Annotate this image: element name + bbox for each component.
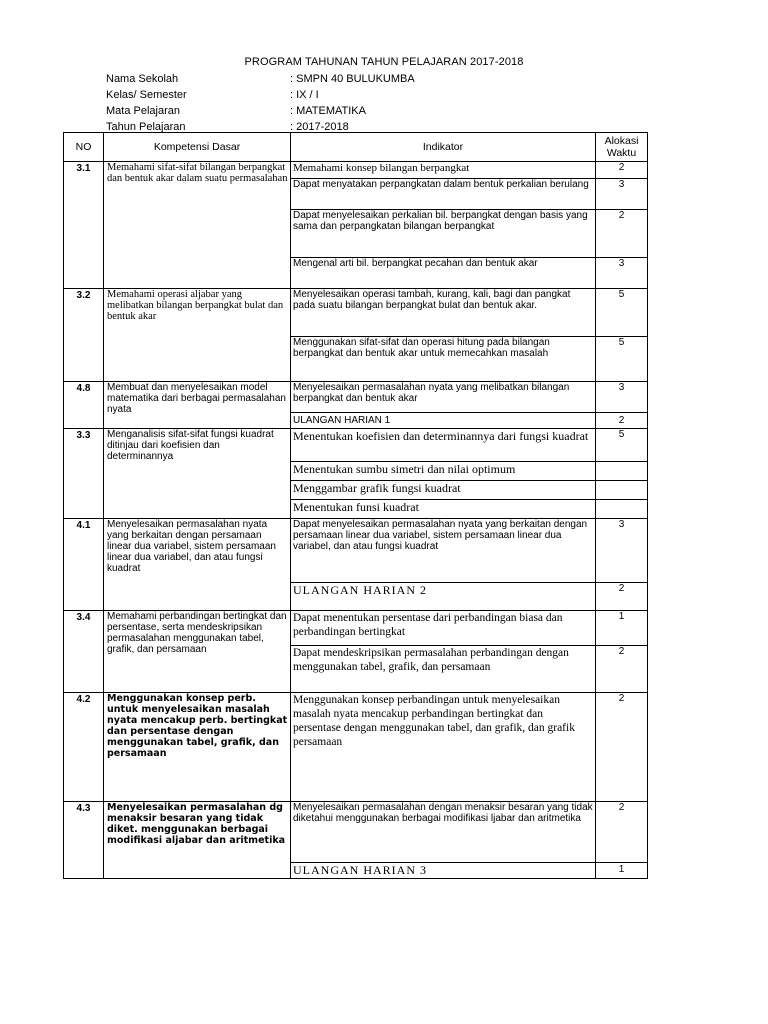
info-label: Tahun Pelajaran <box>106 121 186 133</box>
alokasi-waktu: 5 <box>596 289 648 337</box>
kd-number: 3.4 <box>64 611 104 693</box>
school-info <box>106 71 415 135</box>
table-row <box>64 382 648 413</box>
alokasi-waktu: 2 <box>596 646 648 693</box>
info-value: : SMPN 40 BULUKUMBA <box>290 73 415 85</box>
kd-number: 3.1 <box>64 162 104 289</box>
indikator-text: Menggunakan sifat-sifat dan operasi hitung pada bilangan berpangkat dan bentuk akar untuk memecahkan masalah <box>291 337 596 382</box>
info-label: Kelas/ Semester <box>106 89 187 101</box>
kd-number: 3.3 <box>64 429 104 519</box>
table-row <box>64 693 648 802</box>
kd-number: 4.8 <box>64 382 104 429</box>
info-value: : MATEMATIKA <box>290 105 366 117</box>
kd-number: 3.2 <box>64 289 104 382</box>
header-kompetensi: Kompetensi Dasar <box>104 133 291 162</box>
table-row <box>64 611 648 646</box>
table-row <box>64 429 648 462</box>
kd-number: 4.2 <box>64 693 104 802</box>
kd-number: 4.1 <box>64 519 104 611</box>
kd-text: Menyelesaikan permasalahan nyata yang berkaitan dengan persamaan linear dua variabel, sistem persamaan linear dua variabel, dan atau fungsi kuadrat <box>104 519 291 611</box>
indikator-text: Memahami konsep bilangan berpangkat <box>291 162 596 179</box>
table-header-row <box>64 133 648 162</box>
header-alokasi-line2: Waktu <box>606 147 637 159</box>
table-row <box>64 519 648 583</box>
kd-text: Menganalisis sifat-sifat fungsi kuadrat ditinjau dari koefisien dan determinannya <box>104 429 291 519</box>
info-row-school <box>106 71 415 87</box>
alokasi-waktu <box>596 462 648 481</box>
kd-text: Menyelesaikan permasalahan dg menaksir besaran yang tidak diket. menggunakan berbagai modifikasi aljabar dan aritmetika <box>104 802 291 879</box>
indikator-text: Menentukan sumbu simetri dan nilai optimum <box>291 462 596 481</box>
indikator-text: Menyelesaikan permasalahan nyata yang melibatkan bilangan berpangkat dan bentuk akar <box>291 382 596 413</box>
indikator-text: Mengenal arti bil. berpangkat pecahan dan bentuk akar <box>291 258 596 289</box>
alokasi-waktu: 5 <box>596 429 648 462</box>
alokasi-waktu: 3 <box>596 179 648 210</box>
header-no: NO <box>64 133 104 162</box>
indikator-text: ULANGAN HARIAN 1 <box>291 413 596 429</box>
indikator-text: Dapat menyelesaikan perkalian bil. berpangkat dengan basis yang sama dan perpangkatan bilangan berpangkat <box>291 210 596 258</box>
alokasi-waktu: 2 <box>596 162 648 179</box>
kd-text: Memahami sifat-sifat bilangan berpangkat dan bentuk akar dalam suatu permasalahan <box>104 162 291 289</box>
page-title: PROGRAM TAHUNAN TAHUN PELAJARAN 2017-2018 <box>244 56 524 68</box>
indikator-text: Menyelesaikan permasalahan dengan menaksir besaran yang tidak diketahui menggunakan berbagai modifikasi ljabar dan aritmetika <box>291 802 596 863</box>
kd-text: Membuat dan menyelesaikan model matematika dari berbagai permasalahan nyata <box>104 382 291 429</box>
table-row <box>64 802 648 863</box>
indikator-text: Menentukan koefisien dan determinannya dari fungsi kuadrat <box>291 429 596 462</box>
kd-text: Memahami operasi aljabar yang melibatkan bilangan berpangkat bulat dan bentuk akar <box>104 289 291 382</box>
info-row-class <box>106 87 415 103</box>
info-row-subject <box>106 103 415 119</box>
alokasi-waktu: 2 <box>596 583 648 611</box>
indikator-text: Menggunakan konsep perbandingan untuk menyelesaikan masalah nyata mencakup perbandingan bertingkat dan persentase dengan menggunakan tabel, dan grafik, dan grafik persamaan <box>291 693 596 802</box>
indikator-text: Dapat menyatakan perpangkatan dalam bentuk perkalian berulang <box>291 179 596 210</box>
kd-text: Menggunakan konsep perb. untuk menyelesaikan masalah nyata mencakup perb. bertingkat dan persentase dengan menggunakan tabel, grafik, dan persamaan <box>104 693 291 802</box>
alokasi-waktu: 2 <box>596 413 648 429</box>
indikator-text: Menyelesaikan operasi tambah, kurang, kali, bagi dan pangkat pada suatu bilangan berpangkat bulat dan bentuk akar. <box>291 289 596 337</box>
alokasi-waktu: 1 <box>596 611 648 646</box>
alokasi-waktu: 3 <box>596 382 648 413</box>
kd-text: Memahami perbandingan bertingkat dan persentase, serta mendeskripsikan permasalahan menggunakan tabel, grafik, dan persamaan <box>104 611 291 693</box>
indikator-text: Dapat menyelesaikan permasalahan nyata yang berkaitan dengan persamaan linear dua variabel, sistem persamaan linear dua variabel, dan atau fungsi kuadrat <box>291 519 596 583</box>
alokasi-waktu: 5 <box>596 337 648 382</box>
alokasi-waktu: 2 <box>596 693 648 802</box>
alokasi-waktu: 2 <box>596 802 648 863</box>
info-label: Mata Pelajaran <box>106 105 180 117</box>
info-value: : IX / I <box>290 89 319 101</box>
info-label: Nama Sekolah <box>106 73 179 85</box>
alokasi-waktu: 3 <box>596 258 648 289</box>
alokasi-waktu: 1 <box>596 863 648 879</box>
indikator-text: Dapat mendeskripsikan permasalahan perbandingan dengan menggunakan tabel, grafik, dan persamaan <box>291 646 596 693</box>
indikator-text: ULANGAN HARIAN 2 <box>291 583 596 611</box>
indikator-text: Dapat menentukan persentase dari perbandingan biasa dan perbandingan bertingkat <box>291 611 596 646</box>
header-alokasi <box>596 133 648 162</box>
program-table <box>63 132 648 879</box>
table-row <box>64 162 648 179</box>
alokasi-waktu: 3 <box>596 519 648 583</box>
header-indikator: Indikator <box>291 133 596 162</box>
indikator-text: Menggambar grafik fungsi kuadrat <box>291 481 596 500</box>
info-value: : 2017-2018 <box>290 121 349 133</box>
indikator-text: ULANGAN HARIAN 3 <box>291 863 596 879</box>
table-row <box>64 289 648 337</box>
header-alokasi-line1: Alokasi <box>604 135 639 147</box>
indikator-text: Menentukan funsi kuadrat <box>291 500 596 519</box>
alokasi-waktu: 2 <box>596 210 648 258</box>
alokasi-waktu <box>596 481 648 500</box>
alokasi-waktu <box>596 500 648 519</box>
kd-number: 4.3 <box>64 802 104 879</box>
